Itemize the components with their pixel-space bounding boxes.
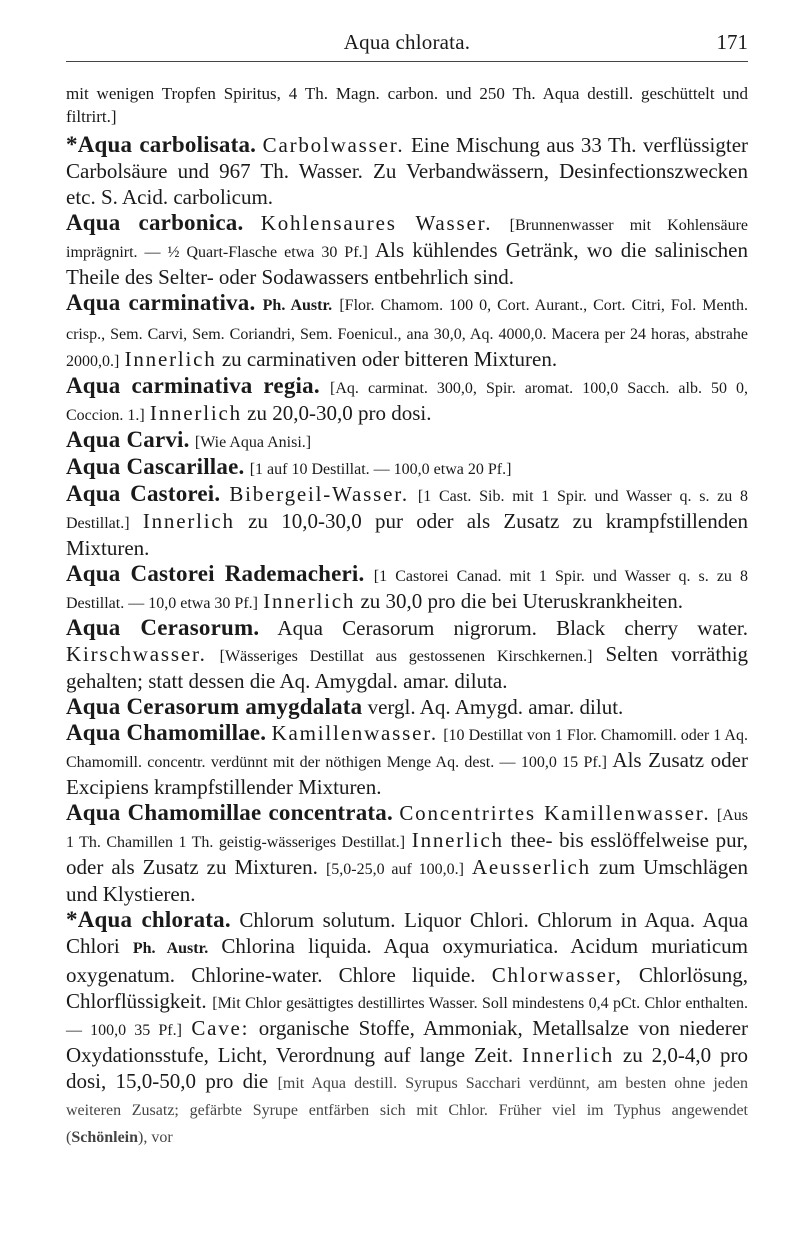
entry-german-name: Kohlensaures Wasser.: [260, 211, 493, 235]
entry-headword: Aqua carbonica.: [66, 210, 244, 235]
entry-synonyms: Chlorum solutum. Liquor Chlori. Chlorum in Aqua. Aqua Chlori: [66, 908, 749, 958]
entry-aqua-carminativa-regia: [66, 373, 748, 427]
entry-description: zu 30,0 pro die bei Uteruskrankheiten.: [360, 589, 683, 613]
entry-aqua-chamomillae: [66, 720, 748, 800]
entry-headword: Aqua Cascarillae.: [66, 454, 245, 479]
entry-note: [Brunnenwasser mit Kohlensäure imprägnirt. — ½ Quart-Flasche etwa 30 Pf.]: [66, 217, 749, 261]
entry-german-name: Concentrirtes Kamillenwasser.: [399, 801, 711, 825]
entry-aqua-carminativa: [66, 290, 748, 373]
entry-note: [Mit Chlor gesättigtes destillirtes Wasser. Soll mindestens 0,4 pCt. Chlor enthalten. — 100,0 35 Pf.]: [66, 995, 749, 1039]
entry-headword: Aqua Chamomillae concentrata.: [66, 800, 393, 825]
entry-note: [10 Destillat von 1 Flor. Chamomill. oder 1 Aq. Chamomill. concentr. verdünnt mit der nöthigen Menge Aq. dest. — 100,0 15 Pf.]: [66, 727, 748, 771]
entry-headword: Aqua carminativa.: [66, 290, 256, 315]
entry-aqua-cerasorum: [66, 615, 748, 694]
page-number: 171: [716, 30, 748, 54]
usage-label: Innerlich: [124, 347, 217, 371]
entry-description: thee- bis esslöffelweise pur, oder als Zusatz zu Mixturen.: [66, 828, 748, 879]
entry-note: [Aq. carminat. 300,0, Spir. aromat. 100,0 Sacch. alb. 50 0, Coccion. 1.]: [66, 380, 748, 424]
entry-german-name: Carbolwasser.: [262, 133, 405, 157]
entry-german-name: Chlorwasser,: [491, 963, 623, 987]
usage-label: Innerlich: [411, 828, 504, 852]
entry-note: [Aus 1 Th. Chamillen 1 Th. geistig-wässeriges Destillat.]: [66, 807, 749, 851]
page-body: [66, 60, 748, 1149]
entry-aqua-cascarillae: [66, 454, 748, 481]
person-name: Schönlein: [71, 1129, 139, 1146]
usage-label: Innerlich: [522, 1043, 614, 1067]
entry-headword: Aqua Castorei Rademacheri.: [66, 561, 365, 586]
entry-german-name: Kamillenwasser.: [271, 721, 438, 745]
entry-dose-note: [5,0-25,0 auf 100,0.]: [325, 861, 464, 878]
entry-description: zu 10,0-30,0 pur oder als Zusatz zu krampfstillenden Mixturen.: [66, 509, 749, 560]
entry-german-name: Bibergeil-Wasser.: [229, 482, 409, 506]
entry-headword: *Aqua carbolisata.: [66, 132, 257, 157]
entry-note: [1 Cast. Sib. mit 1 Spir. und Wasser q. s. zu 8 Destillat.]: [66, 488, 749, 532]
entry-headword: *Aqua chlorata.: [66, 907, 231, 932]
entry-aqua-chamomillae-concentrata: [66, 800, 748, 907]
entry-description: Selten vorräthig gehalten; statt dessen die Aq. Amygdal. amar. diluta.: [66, 642, 749, 693]
external-usage-label: Aeusserlich: [471, 855, 591, 879]
entry-description: Eine Mischung aus 33 Th. verflüssigter Carbolsäure und 967 Th. Wasser. Zu Verbandwässern, Desinfectionszwecken etc. S. Acid. carbolicum.: [66, 133, 749, 209]
entry-note: [1 Castorei Canad. mit 1 Spir. und Wasser q. s. zu 8 Destillat. — 10,0 etwa 30 Pf.]: [66, 568, 749, 612]
entry-headword: Aqua Cerasorum.: [66, 615, 260, 640]
entry-description: zu 20,0-30,0 pro dosi.: [247, 401, 432, 425]
entry-aqua-castorei: [66, 481, 748, 561]
running-header: [66, 0, 748, 60]
entry-aqua-castorei-rademacheri: [66, 561, 748, 615]
entry-note: [Wie Aqua Anisi.]: [194, 434, 312, 451]
entry-description: Als Zusatz oder Excipiens krampfstillender Mixturen.: [66, 748, 748, 799]
entry-headword: Aqua Cerasorum amygdalata: [66, 694, 363, 719]
entry-headword: Aqua carminativa regia.: [66, 373, 320, 398]
entry-description: zu 2,0-4,0 pro dosi, 15,0-50,0 pro die: [66, 1043, 749, 1093]
caution-label: Cave:: [191, 1016, 250, 1040]
pharmacopoeia-ref: Ph. Austr.: [132, 940, 209, 957]
pharmacopoeia-ref: Ph. Austr.: [262, 297, 333, 314]
usage-label: Innerlich: [149, 401, 242, 425]
entry-aqua-carbolisata: [66, 132, 748, 210]
entry-note: [1 auf 10 Destillat. — 100,0 etwa 20 Pf.]: [249, 461, 512, 478]
entry-aqua-cerasorum-amygdalata: [66, 694, 748, 720]
dose-note-end: ), vor: [138, 1129, 173, 1146]
dose-note-text: [mit Aqua destill. Syrupus Sacchari verdünnt, am besten ohne jeden weiteren Zusatz; gefärbte Syrupe entfärben sich mit Chlor. Früher viel im Typhus angewendet (: [66, 1075, 749, 1146]
entry-description: zu carminativen oder bitteren Mixturen.: [221, 347, 558, 371]
header-rule: [66, 61, 748, 62]
running-title: Aqua chlorata.: [343, 30, 471, 54]
continuation-text: mit wenigen Tropfen Spiritus, 4 Th. Magn. carbon. und 250 Th. Aqua destill. geschüttelt und filtrirt.]: [66, 84, 748, 126]
usage-label: Innerlich: [263, 589, 356, 613]
entry-aqua-carvi: [66, 427, 748, 454]
usage-label: Innerlich: [142, 509, 235, 533]
entry-german-name: Kirschwasser.: [66, 642, 207, 666]
entry-note: [Wässeriges Destillat aus gestossenen Kirschkernen.]: [219, 648, 593, 665]
entry-description: vergl. Aq. Amygd. amar. dilut.: [367, 695, 624, 719]
entry-aqua-carbonica: [66, 210, 748, 290]
entry-headword: Aqua Castorei.: [66, 481, 221, 506]
entry-german-synonyms: Chlorlösung, Chlorflüssigkeit.: [66, 963, 749, 1013]
entry-aqua-chlorata: [66, 907, 748, 1149]
entry-note: [Flor. Chamom. 100 0, Cort. Aurant., Cort. Citri, Fol. Menth. crisp., Sem. Carvi, Sem. Coriandri, Sem. Foenicul., ana 30,0, Aq. 4000,0. Macera per 24 horas, abstrahe 2000,0.]: [66, 297, 749, 370]
entry-synonyms-cont: Chlorina liquida. Aqua oxymuriatica. Acidum muriaticum oxygenatum. Chlorine-water. Chlore liquide.: [66, 934, 749, 987]
entry-description: Als kühlendes Getränk, wo die salinischen Theile des Selter- oder Sodawassers entbehrlich sind.: [66, 238, 749, 289]
entry-external-description: zum Umschlägen und Klystieren.: [66, 855, 749, 906]
entry-synonyms: Aqua Cerasorum nigrorum. Black cherry water.: [277, 616, 748, 640]
entry-headword: Aqua Chamomillae.: [66, 720, 267, 745]
caution-text: organische Stoffe, Ammoniak, Metallsalze von niederer Oxydationsstufe, Licht, Verordnung auf lange Zeit.: [66, 1016, 749, 1067]
entry-headword: Aqua Carvi.: [66, 427, 190, 452]
